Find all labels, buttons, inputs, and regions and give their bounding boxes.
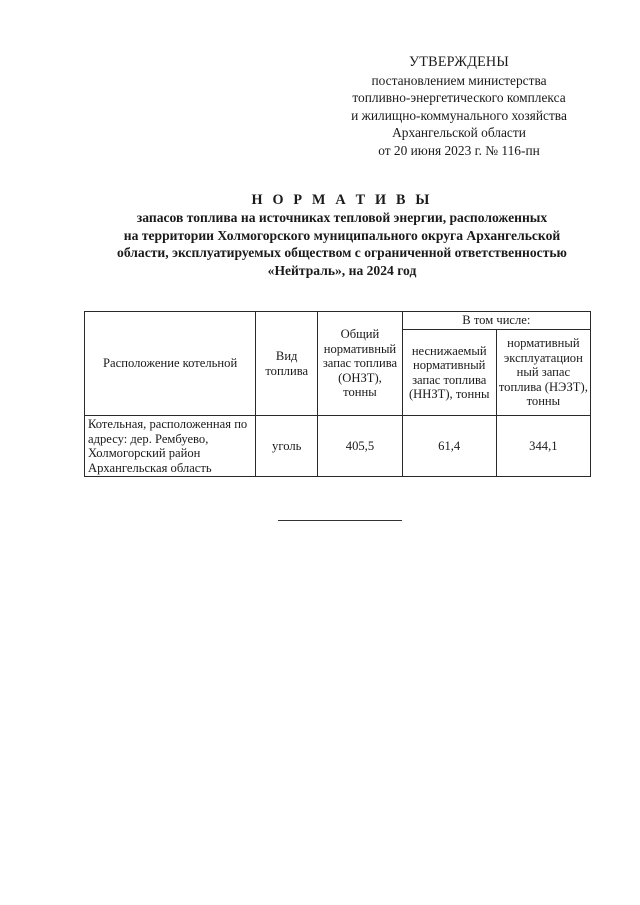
cell-fuel-type: уголь — [256, 416, 318, 477]
approval-line: от 20 июня 2023 г. № 116-пн — [378, 142, 540, 158]
header-including: В том числе: — [402, 312, 590, 330]
approval-line: Архангельской области — [392, 125, 526, 141]
table-header-row — [85, 312, 591, 330]
title-line: запасов топлива на источниках тепловой энергии, расположенных — [136, 210, 548, 226]
header-location: Расположение котельной — [85, 312, 256, 416]
table-row — [85, 416, 591, 477]
cell-nezt: 344,1 — [496, 416, 590, 477]
approval-line: и жилищно-коммунального хозяйства — [351, 107, 567, 123]
title-line: на территории Холмогорского муниципального округа Архангельской — [123, 227, 561, 243]
cell-location: Котельная, расположенная по адресу: дер. Рембуево, Холмогорский район Архангельская область — [85, 416, 256, 477]
closing-line — [278, 520, 402, 521]
title-line: «Нейтраль», на 2024 год — [267, 262, 417, 278]
header-nnzt: неснижаемый нормативный запас топлива (ННЗТ), тонны — [402, 330, 496, 416]
header-nezt: нормативный эксплуатацион ный запас топлива (НЭЗТ), тонны — [496, 330, 590, 416]
header-total: Общий нормативный запас топлива (ОНЗТ), тонны — [318, 312, 403, 416]
cell-nnzt: 61,4 — [402, 416, 496, 477]
norms-table — [84, 311, 591, 477]
approval-header: УТВЕРЖДЕНЫ — [409, 54, 509, 70]
cell-total: 405,5 — [318, 416, 403, 477]
title-main: Н О Р М А Т И В Ы — [251, 192, 433, 208]
header-fuel-type: Вид топлива — [256, 312, 318, 416]
approval-line: топливно-энергетического комплекса — [352, 90, 566, 106]
document-title — [40, 192, 640, 279]
title-line: области, эксплуатируемых обществом с ограниченной ответственностью — [117, 245, 567, 261]
approval-block — [330, 54, 588, 160]
approval-line: постановлением министерства — [371, 72, 547, 88]
